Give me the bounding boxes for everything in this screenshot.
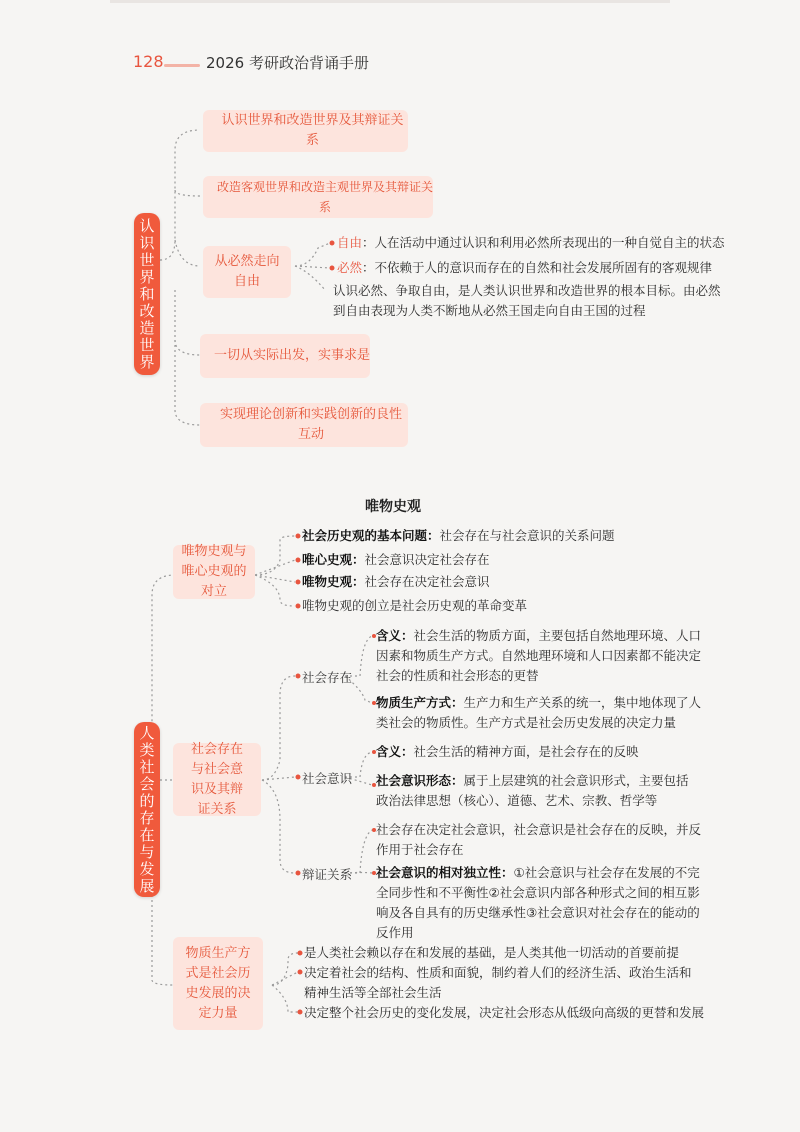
page-number: 128 <box>133 52 164 71</box>
production-mode-line1: 物质生产方式：生产力和生产关系的统一，集中地体现了人 <box>376 695 702 710</box>
social-being-meaning-line1: 含义：社会生活的物质方面，主要包括自然地理环境、人口 <box>376 628 702 643</box>
independence-line2: 全同步性和不平衡性②社会意识内部各种形式之间的相互影 <box>376 885 700 900</box>
branch-node-production-mode: 物质生产方式是社会历史发展的决定力量 <box>173 937 263 1030</box>
branch-node-4: 一切从实际出发，实事求是 <box>200 334 370 378</box>
independence-line4: 反作用 <box>376 925 414 940</box>
list-item: 唯物史观：社会存在决定社会意识 <box>302 574 490 589</box>
production-mode-line2: 类社会的物质性。生产方式是社会历史发展的决定力量 <box>376 715 677 730</box>
consciousness-meaning: 含义：社会生活的精神方面，是社会存在的反映 <box>376 744 639 759</box>
branch-node-freedom: 从必然走向自由 <box>203 246 291 298</box>
branch-node-2: 改造客观世界和改造主观世界及其辩证关系 <box>203 176 433 218</box>
branch-node-materialism-vs-idealism: 唯物史观与唯心史观的对立 <box>173 545 255 599</box>
independence-line3: 响及各自具有的历史继承性③社会意识对社会存在的能动的 <box>376 905 700 920</box>
sub-node-social-consciousness: 社会意识 <box>302 771 353 786</box>
sub-node-dialectical-relation: 辩证关系 <box>302 867 353 882</box>
independence-line1: 社会意识的相对独立性：①社会意识与社会存在发展的不完 <box>376 865 700 880</box>
list-item: 决定着社会的结构、性质和面貌，制约着人们的经济生活、政治生活和 <box>304 965 692 980</box>
social-being-meaning-line3: 社会的性质和社会形态的更替 <box>376 668 539 683</box>
list-item: 是人类社会赖以存在和发展的基础，是人类其他一切活动的首要前提 <box>304 945 680 960</box>
running-header-title: 2026 考研政治背诵手册 <box>206 54 369 72</box>
section-title: 唯物史观 <box>365 499 421 515</box>
list-item: 唯物史观的创立是社会历史观的革命变革 <box>302 598 528 613</box>
branch-node-1: 认识世界和改造世界及其辩证关系 <box>203 110 408 152</box>
list-item: 精神生活等全部社会生活 <box>304 985 442 1000</box>
freedom-definition: 自由：人在活动中通过认识和利用必然所表现出的一种自觉自主的状态 <box>337 235 725 250</box>
list-item: 决定整个社会历史的变化发展，决定社会形态从低级向高级的更替和发展 <box>304 1005 705 1020</box>
branch-node-5: 实现理论创新和实践创新的良性互动 <box>200 403 408 447</box>
root-node-understand-transform-world: 认识世界和改造世界 <box>134 213 160 375</box>
list-item: 社会历史观的基本问题：社会存在与社会意识的关系问题 <box>302 528 615 543</box>
dialectical-line2: 作用于社会存在 <box>376 842 464 857</box>
dialectical-line1: 社会存在决定社会意识，社会意识是社会存在的反映，并反 <box>376 822 702 837</box>
necessity-definition: 必然：不依赖于人的意识而存在的自然和社会发展所固有的客观规律 <box>337 260 713 275</box>
sub-node-social-being: 社会存在 <box>302 670 353 685</box>
freedom-goal-line2: 到自由表现为人类不断地从必然王国走向自由王国的过程 <box>333 303 646 318</box>
ideology-line2: 政治法律思想（核心）、道德、艺术、宗教、哲学等 <box>376 793 658 808</box>
freedom-goal-line1: 认识必然、争取自由，是人类认识世界和改造世界的根本目标。由必然 <box>333 283 721 298</box>
branch-node-social-being-consciousness: 社会存在与社会意识及其辩证关系 <box>173 743 261 816</box>
ideology-line1: 社会意识形态：属于上层建筑的社会意识形式，主要包括 <box>376 773 689 788</box>
list-item: 唯心史观：社会意识决定社会存在 <box>302 552 490 567</box>
social-being-meaning-line2: 因素和物质生产方式。自然地理环境和人口因素都不能决定 <box>376 648 702 663</box>
root-node-human-society: 人类社会的存在与发展 <box>134 722 160 897</box>
